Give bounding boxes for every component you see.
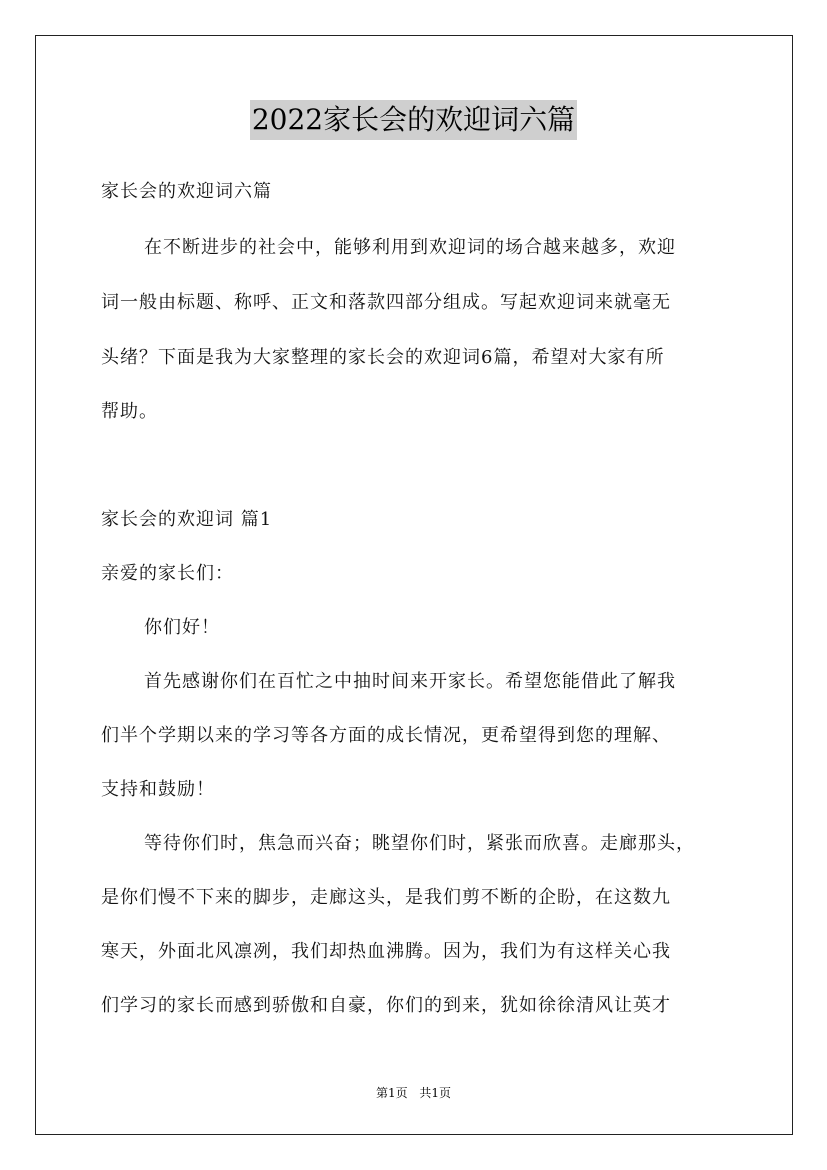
page-footer xyxy=(0,1084,827,1101)
salutation: 亲爱的家长们： xyxy=(101,563,234,584)
body-line: 们半个学期以来的学习等各方面的成长情况，更希望得到您的理解、 xyxy=(101,725,671,746)
body-line: 支持和鼓励！ xyxy=(101,779,215,800)
page-number: 第1页 xyxy=(375,1086,408,1100)
body-line: 帮助。 xyxy=(101,401,158,422)
body-line: 等待你们时，焦急而兴奋；眺望你们时，紧张而欣喜。走廊那头， xyxy=(144,833,695,854)
body-line: 首先感谢你们在百忙之中抽时间来开家长。希望您能借此了解我 xyxy=(144,671,676,692)
title-container xyxy=(0,100,827,140)
body-line: 头绪？下面是我为大家整理的家长会的欢迎词6篇，希望对大家有所 xyxy=(101,347,665,368)
body-line: 们学习的家长而感到骄傲和自豪，你们的到来，犹如徐徐清风让英才 xyxy=(101,995,671,1016)
document-title: 2022家长会的欢迎词六篇 xyxy=(250,100,577,140)
greeting: 你们好！ xyxy=(144,617,220,638)
subtitle-line: 家长会的欢迎词六篇 xyxy=(101,181,272,202)
section-heading: 家长会的欢迎词 篇1 xyxy=(101,509,273,530)
body-line: 在不断进步的社会中，能够利用到欢迎词的场合越来越多，欢迎 xyxy=(144,237,676,258)
body-line: 是你们慢不下来的脚步，走廊这头，是我们剪不断的企盼，在这数九 xyxy=(101,887,671,908)
body-line: 词一般由标题、称呼、正文和落款四部分组成。写起欢迎词来就毫无 xyxy=(101,292,671,313)
page-total: 共1页 xyxy=(419,1086,452,1100)
body-line: 寒天，外面北风凛冽，我们却热血沸腾。因为，我们为有这样关心我 xyxy=(101,941,671,962)
